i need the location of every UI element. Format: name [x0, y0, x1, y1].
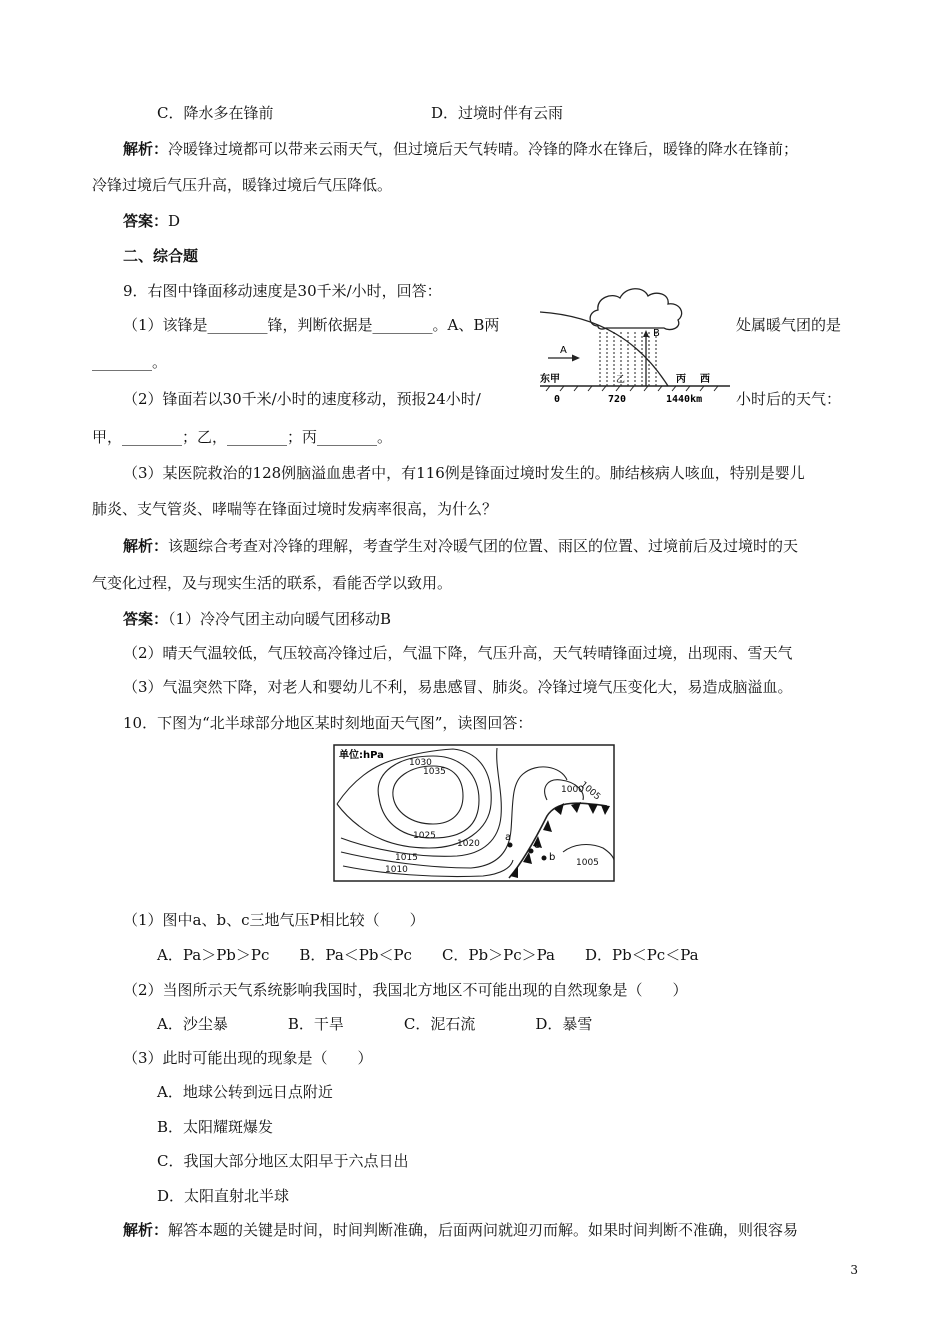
q10-sub1-options: A．Pa＞Pb＞Pc B．Pa＜Pb＜Pc C．Pb＞Pc＞Pa D．Pb＜Pc＜Pa — [157, 946, 699, 964]
isobar-label-1020: 1020 — [457, 839, 480, 849]
q9-answer-line3: （3）气温突然下降，对老人和婴幼儿不利，易患感冒、肺炎。冷锋过境气压变化大，易造成脑溢血。 — [123, 678, 793, 696]
q9-stem: 9．右图中锋面移动速度是30千米/小时，回答： — [123, 282, 442, 300]
isobar-label-1010: 1010 — [385, 865, 408, 875]
label-yi: 乙 — [616, 375, 626, 385]
q10-sub3-option-a: A．地球公转到远日点附近 — [157, 1083, 333, 1101]
cloud-shape — [590, 289, 682, 330]
isobar-label-1030: 1030 — [409, 758, 432, 768]
q9-part3-line1: （3）某医院救治的128例脑溢血患者中，有116例是锋面过境时发生的。肺结核病人咳血，特别是婴儿 — [123, 464, 805, 482]
q10-sub1-stem: （1）图中a、b、c三地气压P相比较（ ） — [123, 911, 425, 929]
q10-sub2-options: A．沙尘暴 B．干旱 C．泥石流 D．暴雪 — [157, 1015, 593, 1033]
q9-part3-line2: 肺炎、支气管炎、哮喘等在锋面过境时发病率很高，为什么？ — [92, 500, 498, 518]
point-b — [542, 856, 547, 861]
isobar-label-1035: 1035 — [423, 767, 446, 777]
front-diagram — [540, 282, 730, 412]
answer-label: 答案： — [123, 610, 169, 628]
q10-sub3-stem: （3）此时可能出现的现象是（ ） — [123, 1049, 373, 1067]
q9-part2-left: （2）锋面若以30千米/小时的速度移动，预报24小时/ — [123, 390, 481, 408]
tick-0: 0 — [554, 394, 561, 405]
isobar-label-1005-east: 1005 — [576, 858, 599, 868]
q9-answer-line2: （2）晴天气温较低，气压较高冷锋过后，气温下降，气压升高，天气转晴锋面过境，出现雨、雪天气 — [123, 644, 793, 662]
section-title: 二、综合题 — [123, 247, 199, 265]
q8-answer: 答案：D — [123, 212, 181, 230]
point-c — [529, 849, 534, 854]
tick-720: 720 — [608, 394, 627, 405]
analysis-label: 解析： — [123, 140, 169, 158]
isobar-label-1015: 1015 — [395, 853, 418, 863]
q9-part1-right: 处属暖气团的是 — [736, 316, 842, 334]
q10-sub3-option-b: B．太阳耀斑爆发 — [157, 1118, 274, 1136]
q9-part1-left: （1）该锋是________锋，判断依据是________。A、B两 — [123, 316, 500, 334]
q8-analysis-line1: 解析：冷暖锋过境都可以带来云雨天气，但过境后天气转晴。冷锋的降水在锋后，暖锋的降水在锋前； — [123, 140, 799, 158]
q8-analysis-line2: 冷锋过境后气压升高，暖锋过境后气压降低。 — [92, 176, 393, 194]
q9-analysis-line2: 气变化过程，及与现实生活的联系，看能否学以致用。 — [92, 574, 453, 592]
q10-stem: 10．下图为“北半球部分地区某时刻地面天气图”，读图回答： — [123, 714, 533, 732]
q9-answer-line1: 答案：（1）冷冷气团主动向暖气团移动B — [123, 610, 392, 628]
answer-label: 答案： — [123, 212, 169, 230]
q10-sub3-option-d: D．太阳直射北半球 — [157, 1187, 290, 1205]
analysis-label: 解析： — [123, 1221, 169, 1239]
label-bing: 丙 — [676, 374, 686, 385]
isobar-label-1005-north: 1005 — [578, 780, 602, 803]
tick-1440: 1440km — [666, 394, 703, 405]
label-west: 西 — [700, 374, 710, 385]
label-b: B — [653, 328, 660, 339]
q9-part2-right: 小时后的天气： — [736, 390, 842, 408]
label-point-b: b — [549, 852, 556, 863]
q10-sub3-option-c: C．我国大部分地区太阳早于六点日出 — [157, 1152, 409, 1170]
q9-analysis-line1: 解析：该题综合考查对冷锋的理解，考查学生对冷暖气团的位置、雨区的位置、过境前后及过境时的天 — [123, 537, 799, 555]
q9-part1-cont: ________。 — [92, 353, 168, 371]
isobar-label-1000: 1000 — [561, 785, 584, 795]
unit-label: 单位:hPa — [339, 750, 384, 761]
weather-map — [333, 744, 615, 882]
q8-option-c: C．降水多在锋前 — [157, 104, 274, 122]
label-east-jia: 东甲 — [540, 374, 560, 385]
label-point-a: a — [505, 832, 512, 843]
q9-part2-cont: 甲，________；乙，________；丙________。 — [92, 428, 393, 446]
analysis-label: 解析： — [123, 537, 169, 555]
q8-option-d: D．过境时伴有云雨 — [431, 104, 564, 122]
q10-sub2-stem: （2）当图所示天气系统影响我国时，我国北方地区不可能出现的自然现象是（ ） — [123, 981, 688, 999]
point-a — [508, 843, 513, 848]
label-a: A — [560, 345, 567, 356]
label-point-c: c — [534, 840, 540, 851]
q10-analysis-line1: 解析：解答本题的关键是时间，时间判断准确，后面两问就迎刃而解。如果时间判断不准确，则很容易 — [123, 1221, 799, 1239]
page-number: 3 — [850, 1263, 858, 1277]
isobar-label-1025: 1025 — [413, 831, 436, 841]
